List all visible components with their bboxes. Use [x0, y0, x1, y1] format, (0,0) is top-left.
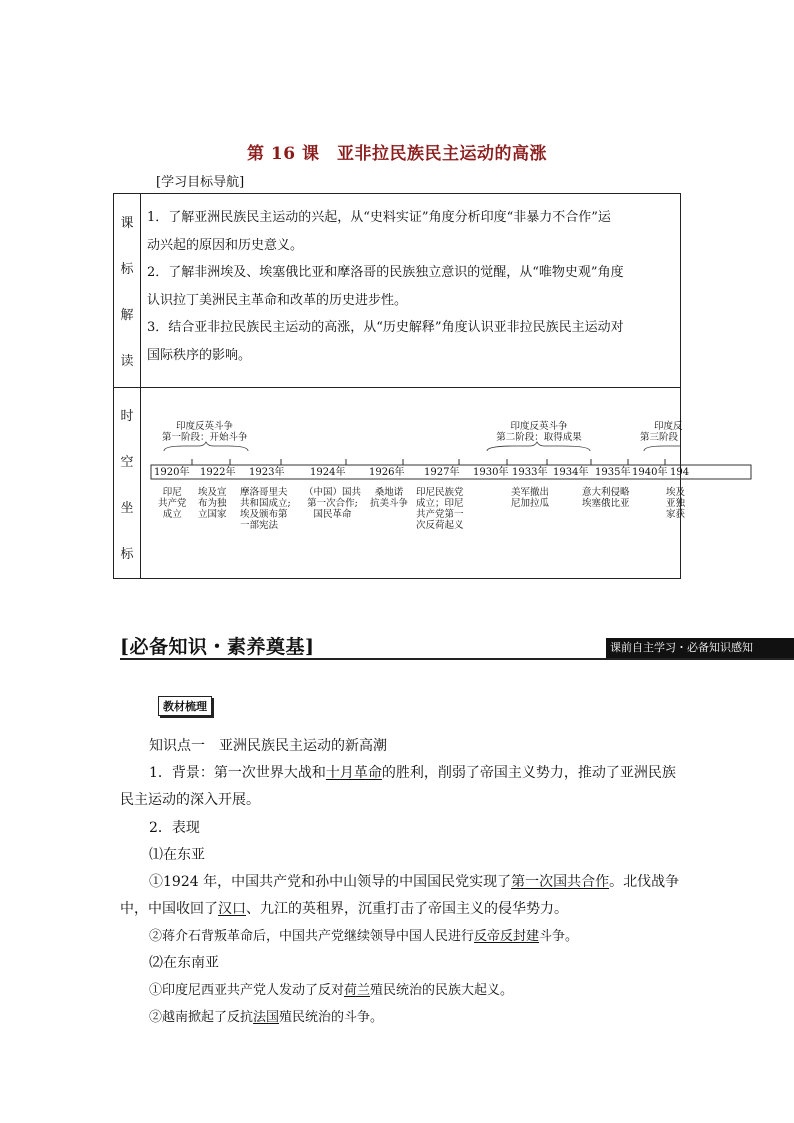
section-heading: [必备知识・素养奠基] [120, 636, 315, 658]
timeline-year: 194 [670, 467, 690, 478]
performance-heading: 2．表现 [149, 820, 200, 836]
southeast-asia-item-1: ①印度尼西亚共产党人发动了反对荷兰殖民统治的民族大起义。 [149, 983, 514, 998]
timeline-year: 1930年 [473, 467, 509, 478]
east-asia-heading: ⑴在东亚 [149, 847, 205, 863]
row-label-char: 读 [120, 354, 134, 370]
row-label-char: 坐 [120, 500, 134, 516]
timeline [144, 388, 690, 579]
goal-line: 1．了解亚洲民族民主运动的兴起，从“史料实证”角度分析印度“非暴力不合作”运 [147, 210, 611, 225]
timeline-event: 意大利侵略 埃塞俄比亚 [582, 487, 630, 509]
goal-table [113, 193, 690, 579]
timeline-year: 1940年 [632, 467, 668, 478]
answer-underline: 十月革命 [325, 765, 382, 781]
timeline-year: 1924年 [310, 467, 346, 478]
phase-label: 印度反英斗争 第一阶段：开始斗争 [162, 421, 248, 443]
timeline-year: 1927年 [424, 467, 460, 478]
curriculum-row [114, 194, 680, 388]
timeline-year: 1934年 [553, 467, 589, 478]
goals-text [147, 204, 675, 369]
east-asia-item-1-cont: 中，中国收回了汉口、九江的英租界，沉重打击了帝国主义的侵华势力。 [120, 901, 568, 917]
goal-line: 3．结合亚非拉民族民主运动的高涨，从“历史解释”角度认识亚非拉民族民主运动对 [147, 320, 624, 335]
timeline-event: 印尼民族党 成立；印尼 共产党第一 次反荷起义 [416, 487, 464, 531]
southeast-asia-heading: ⑵在东南亚 [149, 955, 219, 971]
background-line-2: 民主运动的深入开展。 [120, 792, 260, 808]
timeline-event: （中国）国共 第一次合作; 国民革命 [304, 487, 362, 520]
timeline-event: 埃及 亚独 家获 [666, 487, 686, 520]
curriculum-row-label [114, 194, 141, 387]
east-asia-item-2: ②蒋介石背叛革命后，中国共产党继续领导中国人民进行反帝反封建斗争。 [149, 929, 579, 944]
row-label-char: 解 [120, 308, 134, 324]
answer-underline: 反帝反封建 [474, 929, 540, 944]
lesson-title: 第 16 课 亚非拉民族民主运动的高涨 [247, 144, 547, 164]
goal-line: 动兴起的原因和历史意义。 [147, 237, 304, 253]
timeline-year: 1920年 [154, 467, 190, 478]
timeline-year: 1922年 [200, 467, 236, 478]
timeline-row [114, 388, 690, 579]
goal-line: 认识拉丁美洲民主革命和改革的历史进步性。 [147, 292, 408, 308]
answer-underline: 第一次国共合作 [511, 874, 610, 890]
timeline-event: 摩洛哥里夫 共和国成立; 埃及颁布第 一部宪法 [240, 487, 291, 531]
study-goal-nav-label: [学习目标导航] [156, 175, 245, 190]
textbook-review-badge: 教材梳理 [158, 696, 212, 716]
southeast-asia-item-2: ②越南掀起了反抗法国殖民统治的斗争。 [149, 1010, 384, 1025]
timeline-row-label [114, 388, 141, 579]
row-label-char: 空 [120, 455, 134, 471]
knowledge-point-title: 知识点一 亚洲民族民主运动的新高潮 [149, 738, 387, 754]
answer-underline: 汉口 [218, 901, 246, 917]
timeline-event: 埃及宣 布为独 立国家 [198, 487, 227, 520]
answer-underline: 荷兰 [344, 983, 371, 998]
timeline-event: 桑地诺 抗美斗争 [370, 487, 409, 509]
row-label-char: 标 [120, 261, 134, 277]
timeline-event: 印尼 共产党 成立 [158, 487, 187, 520]
timeline-event: 美军撤出 尼加拉瓜 [511, 487, 550, 509]
phase-label: 印度反英斗争 第二阶段：取得成果 [496, 421, 582, 443]
timeline-year: 1933年 [512, 467, 548, 478]
section-tag: 课前自主学习・必备知识感知 [606, 638, 794, 658]
timeline-axis [144, 388, 680, 579]
row-label-char: 标 [120, 546, 134, 562]
answer-underline: 法国 [253, 1010, 280, 1025]
background-line: 1．背景：第一次世界大战和十月革命的胜利，削弱了帝国主义势力，推动了亚洲民族 [149, 765, 676, 781]
row-label-char: 时 [120, 409, 134, 425]
section-divider [120, 658, 794, 660]
east-asia-item-1: ①1924 年，中国共产党和孙中山领导的中国国民党实现了第一次国共合作。北伐战争 [149, 874, 680, 890]
row-label-char: 课 [120, 215, 134, 231]
timeline-year: 1935年 [595, 467, 631, 478]
timeline-year: 1926年 [369, 467, 405, 478]
goal-line: 国际秩序的影响。 [147, 347, 252, 363]
phase-label: 印度反 第三阶段 [640, 421, 683, 443]
goal-line: 2．了解非洲埃及、埃塞俄比亚和摩洛哥的民族独立意识的觉醒，从“唯物史观”角度 [147, 265, 624, 280]
timeline-year: 1923年 [249, 467, 285, 478]
